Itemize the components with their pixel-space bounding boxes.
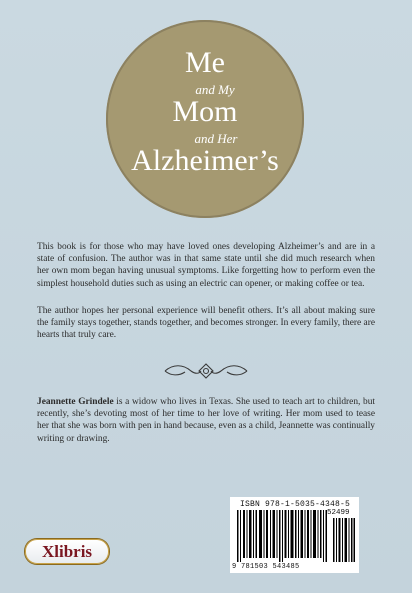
- description-paragraph-2: The author hopes her personal experience will benefit others. It’s all about making sure the family stays together, stands together, and becomes stronger. In every family, there are hearts that truly care.: [37, 306, 375, 341]
- addon-barcode-icon: [333, 518, 355, 562]
- description-paragraph-1: This book is for those who may have loved ones developing Alzheimer’s and are in a state of confusion. The author was in that same state until she did much research when her own mom began having unusual symptoms. Like forgetting how to perform even the simplest household duties such as using an electric can opener, or making coffee or tea.: [37, 242, 375, 289]
- title-small-and-her: and Her: [194, 131, 238, 146]
- author-name: Jeannette Grindele: [37, 397, 114, 407]
- title-line-alzheimers: Alzheimer’s: [131, 144, 279, 177]
- title-line-mom: Mom: [172, 95, 238, 128]
- barcode-icon: [237, 510, 329, 562]
- title-line-me: Me: [185, 46, 225, 79]
- title-medallion: [106, 20, 304, 218]
- isbn-label: ISBN 978-1-5035-4348-5: [239, 500, 351, 509]
- author-bio: [37, 396, 375, 445]
- addon-code: 52499: [327, 509, 350, 517]
- isbn-barcode-block: [230, 497, 359, 573]
- author-bio-text: is a widow who lives in Texas. She used to teach art to children, but recently, she’s devoting most of her time to her love of writing. Her mom used to tease her that she was born with pen in hand because, even as a child, Jeannette was continually writing or drawing.: [37, 397, 375, 444]
- title-small-and-my: and My: [195, 82, 235, 97]
- publisher-logo: Xlibris: [25, 539, 109, 564]
- scroll-ornament-icon: [161, 362, 251, 380]
- barcode-digits: 9 781503 543485: [232, 563, 300, 571]
